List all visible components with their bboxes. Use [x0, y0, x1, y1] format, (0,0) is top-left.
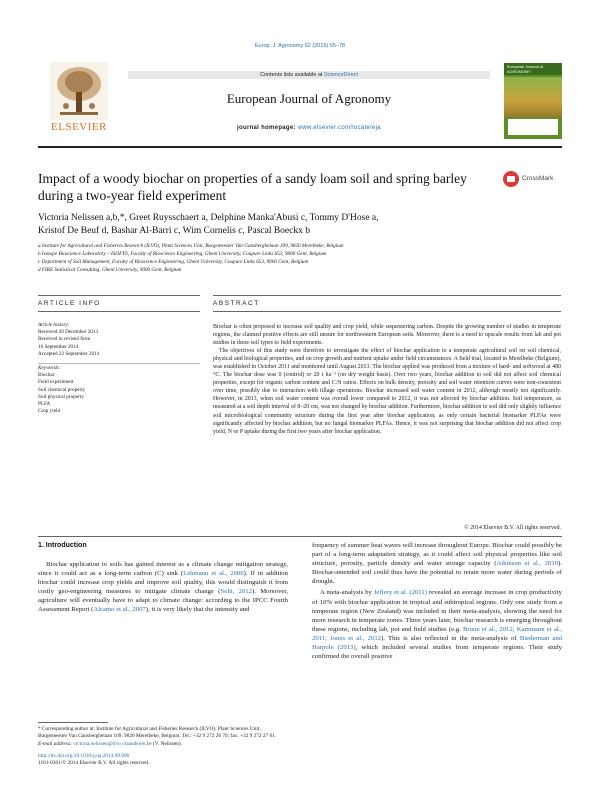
citation-link[interactable]: Sohi, 2012 — [220, 588, 253, 596]
abstract-rule-top — [213, 295, 561, 296]
journal-citation[interactable]: Europ. J. Agronomy 62 (2015) 65–78 — [254, 43, 346, 49]
citation-link[interactable]: Alcamo et al., 2007 — [93, 606, 146, 614]
abstract-text — [213, 323, 561, 436]
citation-link[interactable]: Lehmann et al., 2006 — [183, 570, 244, 578]
footnote — [38, 726, 288, 767]
intro-paragraph-continued: frequency of summer heat waves will increase throughout Europe. Biochar could possibly be part of a long-term adaptation strategy, as it could affect soil physical properties like soil structure, porosity, particle density and water storage capacity (Atkinson et al., 2010). Biochar-amended soil could thus have the potential to retain more water during periods of drought. — [312, 542, 562, 586]
affiliation-b: b Isotope Bioscience Laboratory – ISOFYS, Faculty of Bioscience Engineering, Ghent University, Coupure Links 653, 9000 Gent, Belgium — [38, 251, 327, 257]
header-divider — [38, 146, 562, 148]
abstract-end-rule — [38, 536, 562, 537]
citation-link[interactable]: Bruun et al., 2012; Kammann et al., 2011; Jones et al., 2012 — [312, 625, 562, 642]
journal-cover-image — [504, 63, 562, 139]
keyword: PLFA — [38, 401, 51, 408]
abstract-paragraph-2: The objectives of this study were therefore to investigate the effect of biochar application to a temperate agricultural soil on soil chemical, physical and biological properties, and on crop growth and nutrient uptake under field circumstances. A field trial, located in Merelbeke (Belgium), was established in October 2011 and monitored until August 2013. The biochar applied was produced from a mixture of hard- and softwood at 480 °C. The biochar dose was 0 (control) or 20 t ha⁻¹ (on dry weight basis). Over two years, biochar addition to soil did not affect soil chemical properties, except for organic carbon content and C:N ratios. Effects on bulk density, porosity and soil water retention curves were non-consistent over time, possibly due to interaction with tillage operations. Biochar increased soil water content in 2012, although mostly not significantly. However, in 2013, when soil water content was overall lower compared to 2012, it was not affected by biochar addition. Soil temperature, as measured at a soil depth interval of 8–20 cm, was not changed by biochar addition. Furthermore, biochar addition to soil did only slightly influence soil microbiological community structure during the first year after biochar application, as only certain bacterial biomarker PLFAs were significantly affected by biochar addition, but no fungal biomarker PLFAs. Hence, it was not surprising that biochar addition did not affect crop yield, N or P uptake during the first two years after biochar application. — [213, 348, 561, 435]
keyword: Field experiment — [38, 379, 74, 386]
publisher-name: ELSEVIER — [51, 121, 107, 133]
abstract-heading: ABSTRACT — [213, 300, 260, 307]
article-info-heading: ARTICLE INFO — [38, 300, 101, 307]
contents-prefix: Contents lists available at — [260, 72, 324, 78]
authors-line-1: Victoria Nelissen a,b,*, Greet Ruysschaert a, Delphine Manka'Abusi c, Tommy D'Hose a, — [38, 213, 379, 223]
body-left-column — [38, 560, 288, 615]
issn-line: 1161-0301/© 2014 Elsevier B.V. All rights reserved. — [38, 760, 150, 767]
email-line: E-mail address: victoria.nelissen@ilvo.vlaanderen.be (V. Nelissen). — [38, 740, 182, 747]
email-link[interactable]: victoria.nelissen@ilvo.vlaanderen.be — [73, 740, 152, 747]
history-item: Accepted 22 September 2014 — [38, 350, 100, 357]
keyword: Biochar — [38, 372, 55, 379]
affiliation-a: a Institute for Agricultural and Fisheries Research (ILVO), Plant Sciences Unit, Burgemeester Van Gansberghelaan 109, 9820 Merelbeke, Belgium — [38, 243, 344, 249]
affiliation-d: d FIRE Statistical Consulting, Ghent University, 9000 Gent, Belgium — [38, 267, 182, 273]
article-info — [38, 322, 198, 415]
contents-banner — [128, 71, 490, 79]
keyword: Soil chemical property — [38, 386, 86, 393]
authors-line-2: Kristof De Beuf d, Bashar Al-Barri c, Wim Cornelis c, Pascal Boeckx b — [38, 226, 310, 236]
history-item: Received in revised form — [38, 336, 91, 343]
abstract-paragraph-1: Biochar is often proposed to increase soil quality and crop yield, while sequestering carbon. Despite the growing number of studies in temperate regions, the claimed positive effects are still unsure for northwestern European soils. Moreover, there is a need to upscale results from lab and pot studies in these soil types to field experiments. — [213, 324, 561, 347]
history-item: 16 September 2014 — [38, 343, 79, 350]
history-item: Received 20 December 2013 — [38, 329, 99, 336]
author-list — [38, 212, 558, 238]
abstract-rule-bottom — [213, 311, 561, 312]
keywords-heading: Keywords: — [38, 365, 61, 372]
article-info-rule-top — [38, 295, 200, 296]
elsevier-tree-icon — [50, 62, 108, 120]
elsevier-logo — [38, 62, 120, 134]
citation-link[interactable]: Biederman and Harpole (2013) — [312, 634, 563, 652]
homepage-link[interactable]: www.elsevier.com/locate/eja — [297, 125, 381, 131]
affiliation-c: c Department of Soil Management, Faculty of Bioscience Engineering, Ghent University, Coupure Links 653, 9000 Gent, Belgium — [38, 259, 309, 265]
intro-paragraph-1: Biochar application to soils has gained interest as a climate change mitigation strategy, since it could act as a long-term carbon (C) sink (Lehmann et al., 2006). If in addition biochar could increase crop yields and improve soil quality, this would distinguish it from costly geo-engineering measures to mitigate climate change (Sohi, 2012). Moreover, agriculture will eventually have to adapt to climate change: according to the IPCC Fourth Assessment Report (Alcamo et al., 2007), it is very likely that the intensity and — [38, 561, 289, 614]
crossmark-icon — [503, 171, 519, 187]
crossmark-badge[interactable] — [503, 171, 563, 191]
copyright-notice: © 2014 Elsevier B.V. All rights reserved. — [464, 525, 561, 531]
crossmark-label: CrossMark — [522, 175, 554, 182]
citation-link[interactable]: Atkinson et al., 2010 — [496, 560, 559, 568]
intro-paragraph-2: A meta-analysis by Jeffery et al. (2011) revealed an average increase in crop productivity of 10% with biochar application in tropical and subtropical regions. Only one study from a temperate region (New Zealand) was included in their meta-analysis, showing the need for more research in temperate zones. Three years later, biochar research is emerging throughout these regions, including lab, pot and field studies (e.g. Bruun et al., 2012; Kammann et al., 2011; Jones et al., 2012). This is also reflected in the meta-analysis of Biederman and Harpole (2013), which included several studies from temperate regions. Their study confirmed the overall positive — [312, 589, 563, 661]
doi-link[interactable]: http://dx.doi.org/10.1016/j.eja.2014.09.006 — [38, 752, 130, 759]
section-heading-introduction: 1. Introduction — [38, 542, 87, 549]
keyword: Soil physical property — [38, 393, 84, 400]
citation-link[interactable]: Jeffery et al. (2011) — [373, 589, 427, 597]
cover-title: European Journal of AGRONOMY — [507, 64, 544, 74]
article-title: Impact of a woody biochar on properties of a sandy loam soil and spring barley during a two-year field experiment — [38, 171, 467, 203]
article-info-rule-bottom — [38, 311, 200, 312]
keywords-divider — [38, 363, 200, 364]
history-heading: Article history: — [38, 322, 70, 328]
keyword: Crop yield — [38, 408, 61, 415]
journal-homepage — [128, 125, 490, 131]
affiliations — [38, 242, 558, 274]
body-right-column — [312, 541, 562, 661]
footnote-rule — [38, 722, 108, 723]
corresponding-author-note: * Corresponding author at: Institute for Agricultural and Fisheries Research (ILVO), Plant Sciences Unit, Burgemeester Van Gansberghelaan 109, 9820 Merelbeke, Belgium. Tel.: +32 9 272 26 70; fax: +32 9 272 27 01. — [38, 726, 277, 740]
journal-title: European Journal of Agronomy — [226, 91, 392, 106]
homepage-label: journal homepage: — [237, 125, 298, 131]
sciencedirect-link[interactable]: ScienceDirect — [323, 72, 358, 78]
